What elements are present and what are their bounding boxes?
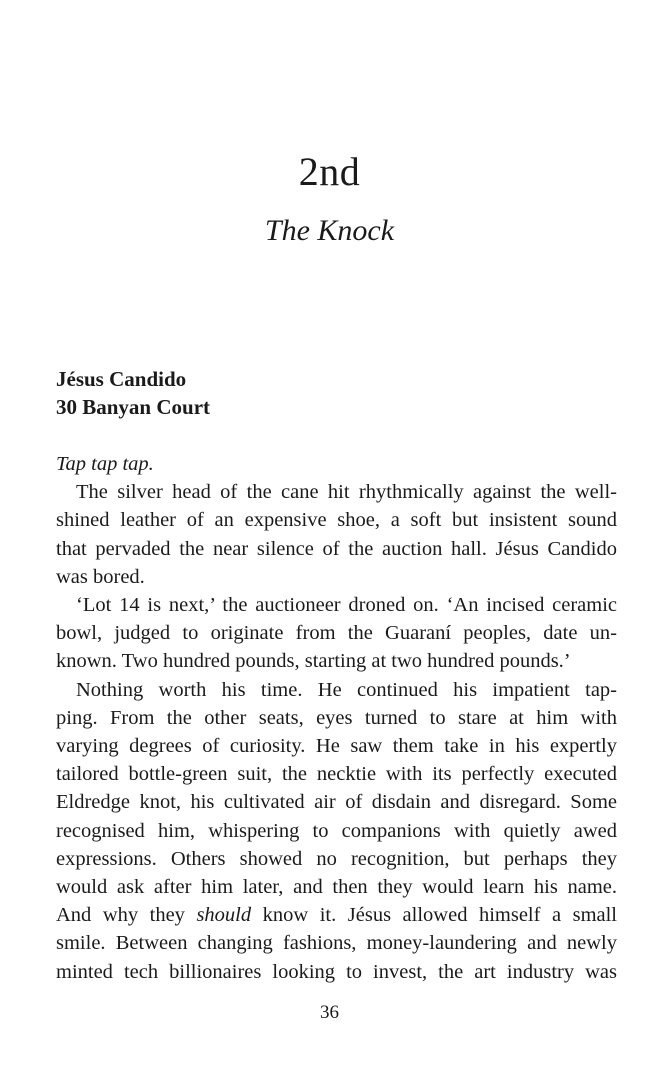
text-line: recognised him, whispering to companions with quietly awed xyxy=(56,819,617,842)
chapter-title: The Knock xyxy=(264,214,395,247)
chapter-number: 2nd xyxy=(298,149,361,194)
text-line: minted tech billionaires looking to invest, the art industry was xyxy=(56,960,617,983)
text-run: And why they xyxy=(56,904,197,927)
section-heading-name: Jésus Candido xyxy=(56,367,187,391)
text-line: ‘Lot 14 is next,’ the auctioneer droned on. ‘An incised ceramic xyxy=(76,594,617,617)
page-number: 36 xyxy=(320,1002,339,1023)
text-line: that pervaded the near silence of the auction hall. Jésus Candido xyxy=(56,537,617,560)
text-run: know it. Jésus allowed himself a small xyxy=(251,904,617,927)
text-line: expressions. Others showed no recognition, but perhaps they xyxy=(56,847,617,870)
text-line: shined leather of an expensive shoe, a soft but insistent sound xyxy=(56,509,617,532)
text-line: would ask after him later, and then they would learn his name. xyxy=(56,876,617,899)
text-line: known. Two hundred pounds, starting at two hundred pounds.’ xyxy=(56,650,571,673)
text-line: bowl, judged to originate from the Guaraní peoples, date un- xyxy=(56,622,617,645)
text-line: Tap tap tap. xyxy=(56,453,154,475)
text-line: Eldredge knot, his cultivated air of disdain and disregard. Some xyxy=(56,791,617,814)
text-line: ping. From the other seats, eyes turned to stare at him with xyxy=(56,706,617,729)
text-line: Nothing worth his time. He continued his impatient tap- xyxy=(76,678,617,701)
emphasis-word: should xyxy=(196,904,252,927)
text-line xyxy=(56,901,617,929)
text-line: tailored bottle-green suit, the necktie with its perfectly executed xyxy=(56,763,617,786)
text-line: was bored. xyxy=(56,565,145,588)
text-line: The silver head of the cane hit rhythmically against the well- xyxy=(76,481,617,504)
body-text xyxy=(56,450,617,986)
section-heading-address: 30 Banyan Court xyxy=(56,395,211,419)
text-line: smile. Between changing fashions, money-laundering and newly xyxy=(56,932,617,955)
text-line: varying degrees of curiosity. He saw them take in his expertly xyxy=(56,735,617,758)
